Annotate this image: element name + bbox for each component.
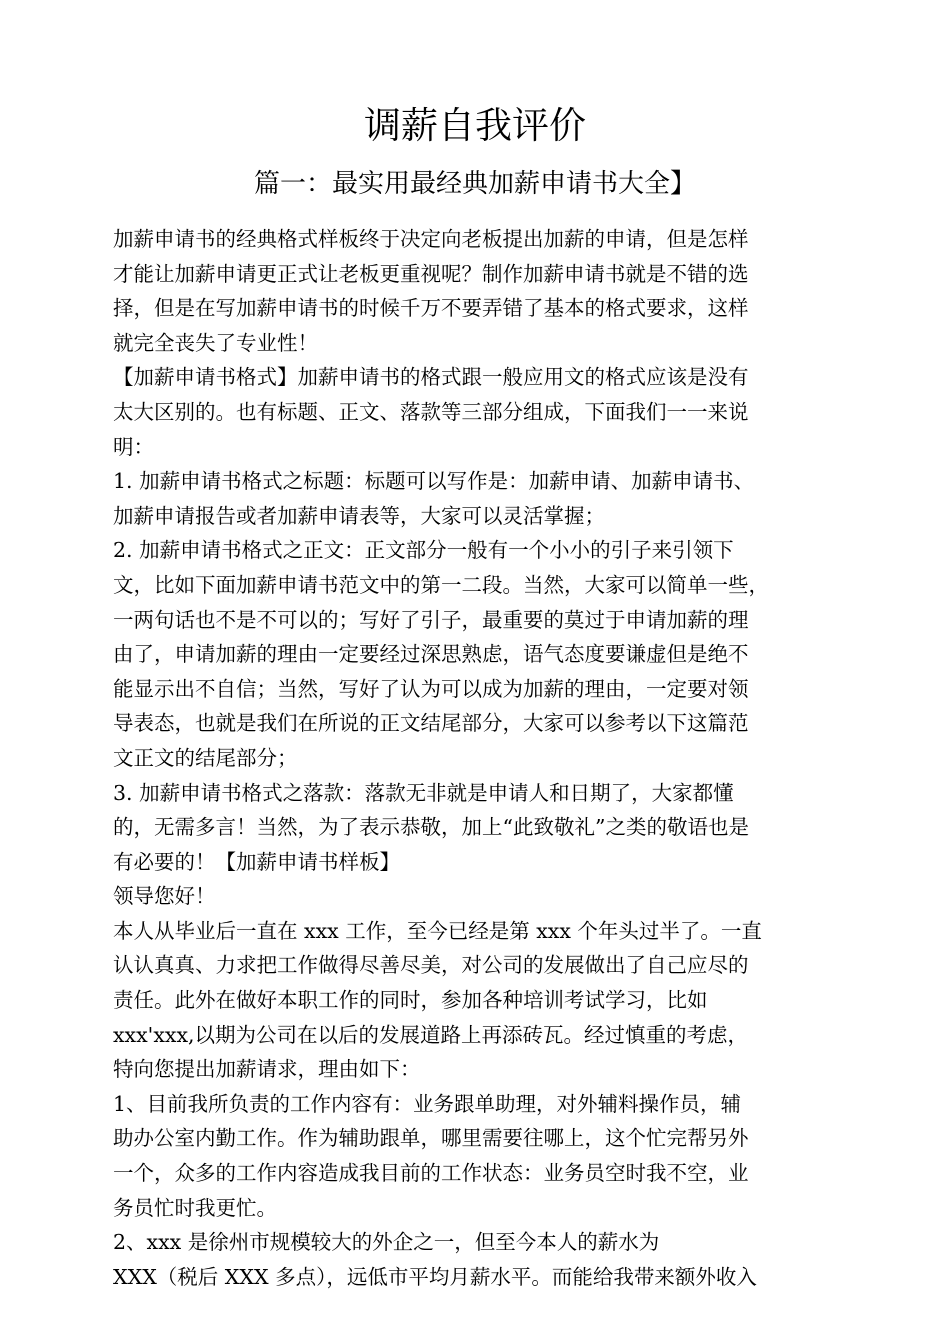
- body-line: 领导您好！: [113, 884, 216, 909]
- body-line: 【加薪申请书格式】加薪申请书的格式跟一般应用文的格式应该是没有: [113, 365, 749, 390]
- body-line: xxx'xxx,以期为公司在以后的发展道路上再添砖瓦。经过慎重的考虑，: [113, 1022, 749, 1047]
- body-line: 一两句话也不是不可以的；写好了引子，最重要的莫过于申请加薪的理: [113, 607, 749, 632]
- body-line: 责任。此外在做好本职工作的同时，参加各种培训考试学习，比如: [113, 988, 708, 1013]
- body-line: 有必要的！【加薪申请书样板】: [113, 849, 400, 874]
- body-line: 明：: [113, 434, 154, 459]
- body-line: 能显示出不自信；当然，写好了认为可以成为加薪的理由，一定要对领: [113, 676, 749, 701]
- body-line: 才能让加薪申请更正式让老板更重视呢？制作加薪申请书就是不错的选: [113, 261, 749, 286]
- body-line: 2、xxx 是徐州市规模较大的外企之一，但至今本人的薪水为: [113, 1230, 660, 1255]
- body-line: 的，无需多言！当然，为了表示恭敬，加上“此致敬礼”之类的敬语也是: [113, 815, 749, 840]
- body-line: 导表态，也就是我们在所说的正文结尾部分，大家可以参考以下这篇范: [113, 711, 749, 736]
- body-line: 一个，众多的工作内容造成我目前的工作状态：业务员空时我不空，业: [113, 1161, 749, 1186]
- document-body: [113, 222, 848, 1294]
- body-line: 由了，申请加薪的理由一定要经过深思熟虑，语气态度要谦虚但是绝不: [113, 642, 749, 667]
- body-line: 务员忙时我更忙。: [113, 1195, 277, 1220]
- body-line: 本人从毕业后一直在 xxx 工作，至今已经是第 xxx 个年头过半了。一直: [113, 918, 762, 943]
- body-line: 认认真真、力求把工作做得尽善尽美，对公司的发展做出了自己应尽的: [113, 953, 749, 978]
- body-line: 择，但是在写加薪申请书的时候千万不要弄错了基本的格式要求，这样: [113, 296, 749, 321]
- body-line: 3. 加薪申请书格式之落款：落款无非就是申请人和日期了，大家都懂: [113, 780, 734, 805]
- body-line: 1. 加薪申请书格式之标题：标题可以写作是：加薪申请、加薪申请书、: [113, 469, 755, 494]
- body-line: 就完全丧失了专业性！: [113, 330, 318, 355]
- body-line: 加薪申请书的经典格式样板终于决定向老板提出加薪的申请，但是怎样: [113, 227, 749, 251]
- body-line: 文，比如下面加薪申请书范文中的第一二段。当然，大家可以简单一些，: [113, 572, 769, 597]
- body-line: XXX（税后 XXX 多点），远低市平均月薪水平。而能给我带来额外收入: [113, 1264, 757, 1289]
- body-line: 1、目前我所负责的工作内容有：业务跟单助理，对外辅料操作员，辅: [113, 1091, 742, 1116]
- body-line: 太大区别的。也有标题、正文、落款等三部分组成，下面我们一一来说: [113, 399, 749, 424]
- body-line: 文正文的结尾部分；: [113, 745, 298, 770]
- body-line: 2. 加薪申请书格式之正文：正文部分一般有一个小小的引子来引领下: [113, 538, 734, 563]
- body-line: 加薪申请报告或者加薪申请表等，大家可以灵活掌握；: [113, 503, 605, 528]
- body-line: 特向您提出加薪请求，理由如下：: [113, 1057, 421, 1082]
- document-subtitle: 篇一：最实用最经典加薪申请书大全】: [253, 169, 696, 199]
- document-title: 调薪自我评价: [364, 104, 586, 147]
- body-line: 助办公室内勤工作。作为辅助跟单，哪里需要往哪上，这个忙完帮另外: [113, 1126, 749, 1151]
